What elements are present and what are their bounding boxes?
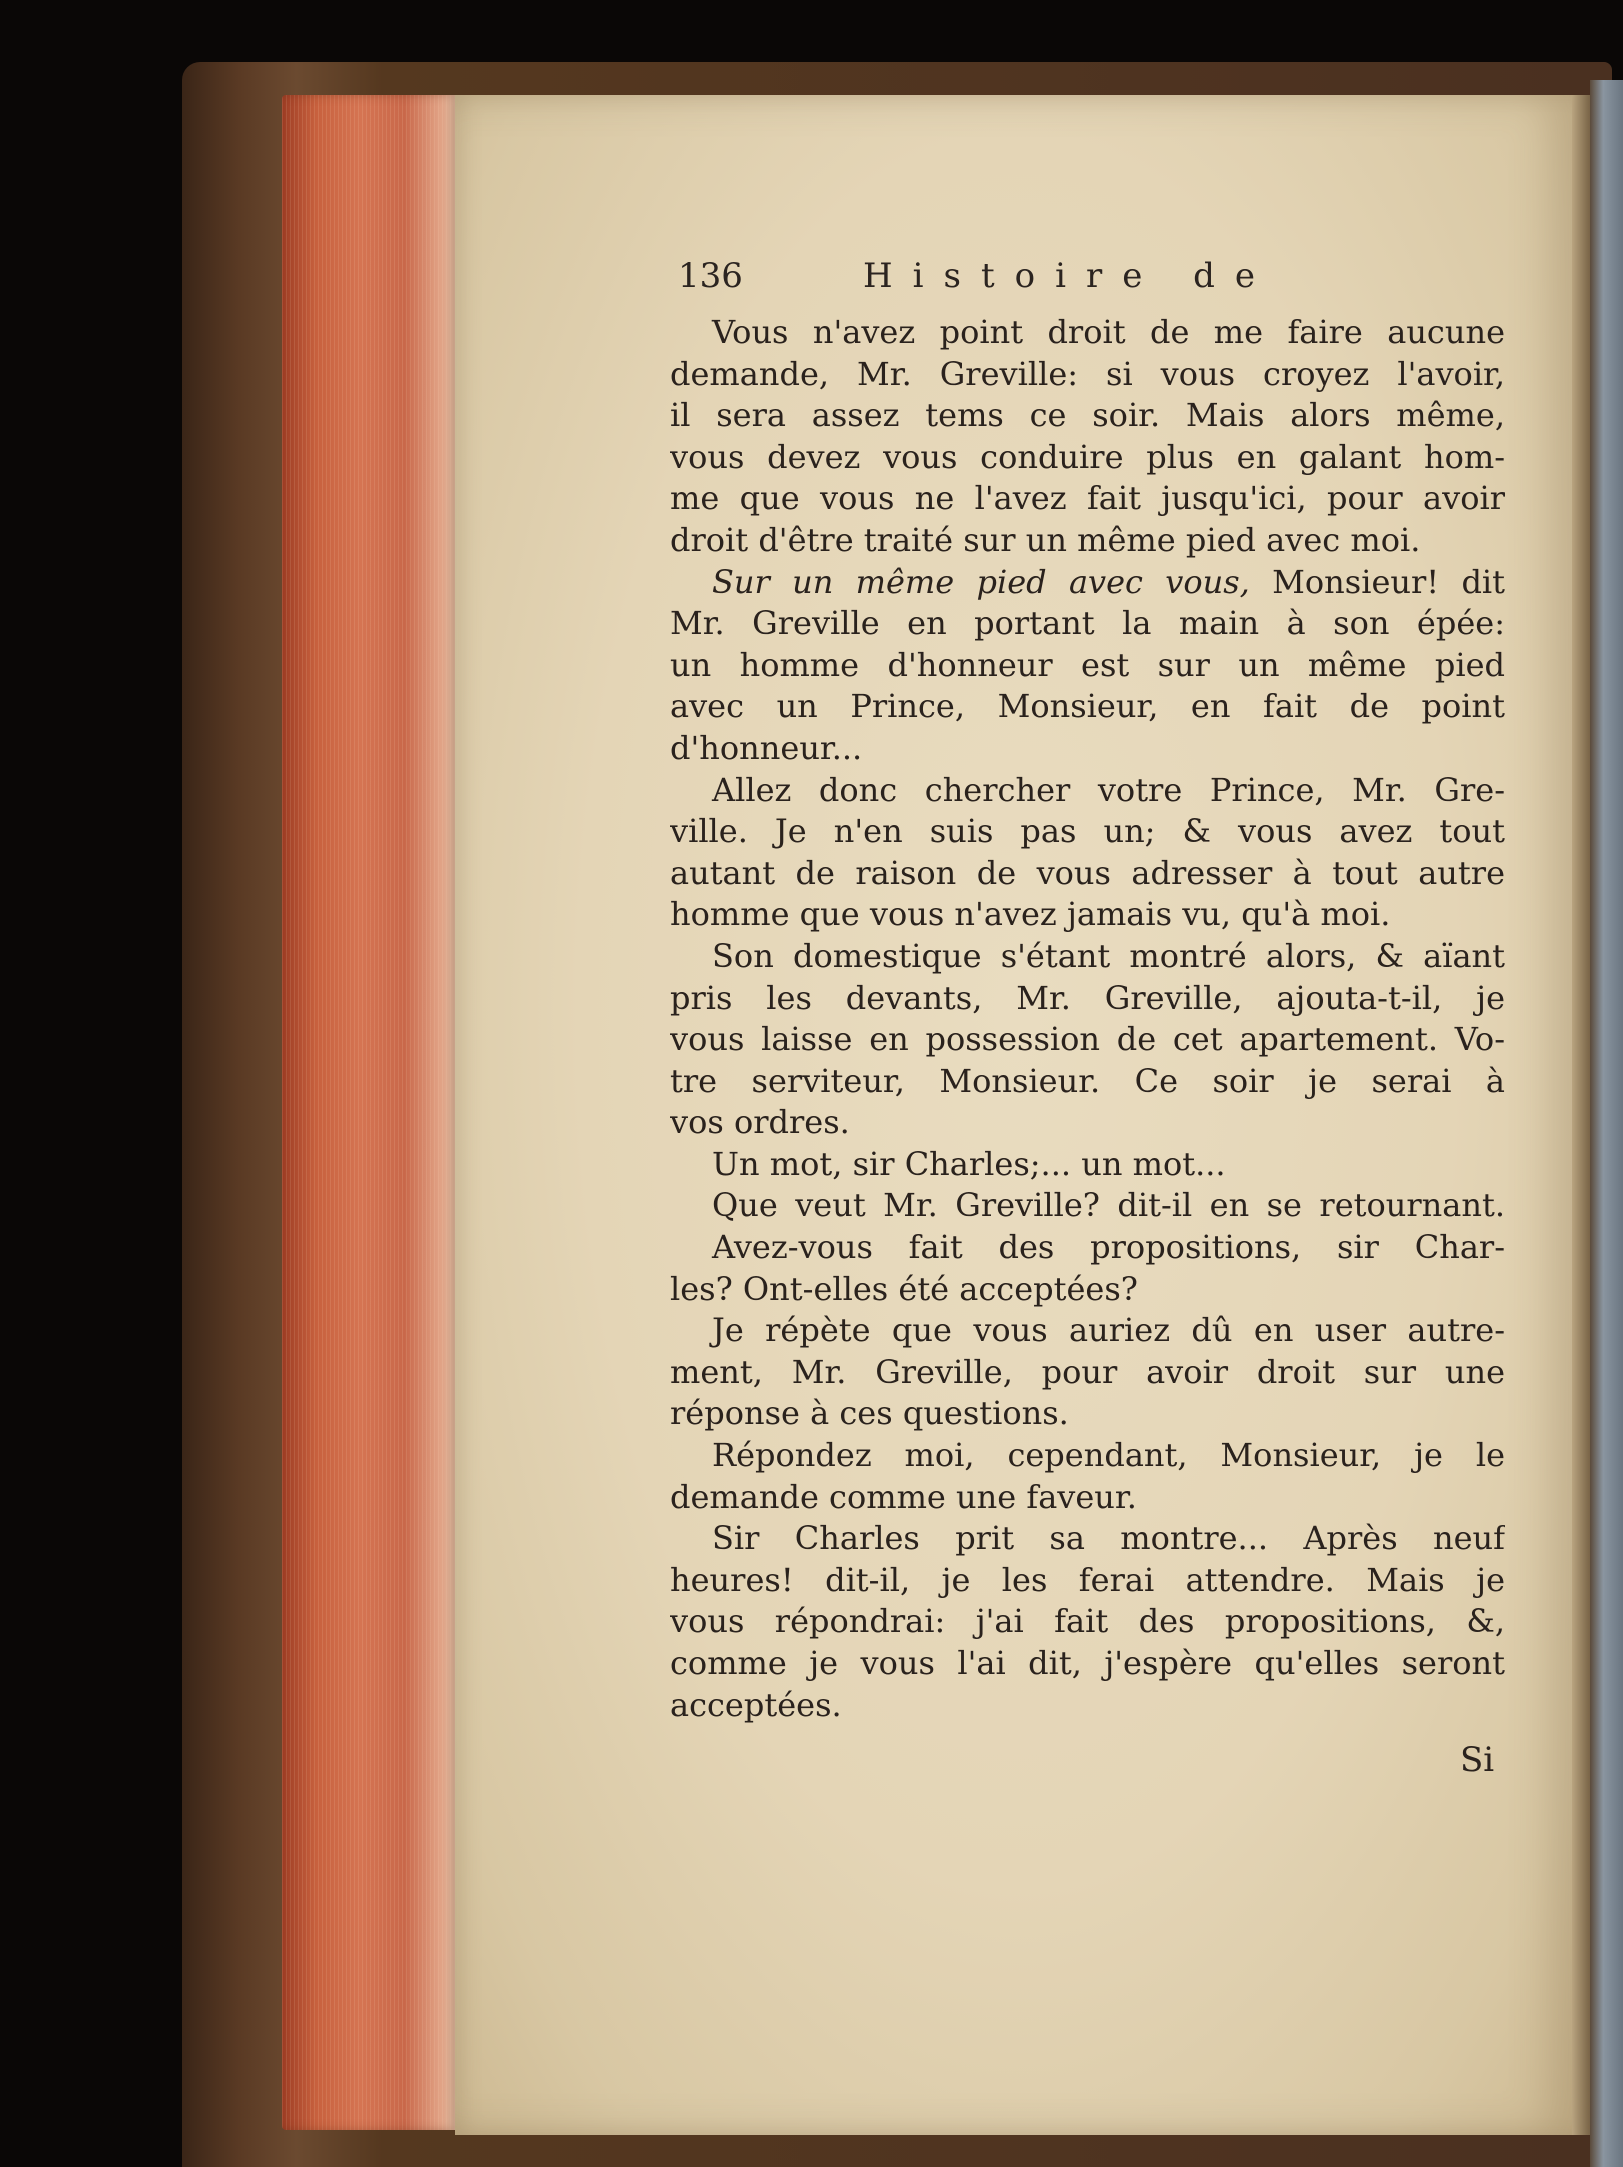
- italic-quote: Sur un même pied avec vous,: [712, 562, 1250, 601]
- text-line: heures! dit-il, je les ferai attendre. Mais je: [670, 1560, 1505, 1599]
- text-line: acceptées.: [670, 1685, 842, 1724]
- text-line: Répondez moi, cependant, Monsieur, je le: [712, 1436, 1505, 1475]
- text-line: vous répondrai: j'ai fait des propositions, &,: [670, 1602, 1505, 1641]
- page-number: 136: [678, 256, 743, 296]
- text-line: me que vous ne l'avez fait jusqu'ici, pour avoir: [670, 479, 1505, 518]
- text-line: Un mot, sir Charles;... un mot...: [712, 1144, 1226, 1183]
- text-line: demande comme une faveur.: [670, 1477, 1137, 1516]
- text-line: tre serviteur, Monsieur. Ce soir je serai à: [670, 1061, 1505, 1100]
- text-line: homme que vous n'avez jamais vu, qu'à moi.: [670, 895, 1391, 934]
- text-line: Sir Charles prit sa montre... Après neuf: [712, 1519, 1505, 1558]
- text-line: Avez-vous fait des propositions, sir Char-: [712, 1228, 1505, 1267]
- facing-page-edge: [1590, 80, 1623, 2167]
- text-line: vos ordres.: [670, 1103, 850, 1142]
- text-line: demande, Mr. Greville: si vous croyez l'avoir,: [670, 354, 1505, 393]
- text-line: les? Ont-elles été acceptées?: [670, 1269, 1138, 1308]
- text-line: pris les devants, Mr. Greville, ajouta-t-il, je: [670, 978, 1505, 1017]
- text-line: droit d'être traité sur un même pied avec moi.: [670, 520, 1421, 559]
- text-line: ment, Mr. Greville, pour avoir droit sur une: [670, 1352, 1505, 1391]
- running-head: Histoire de: [863, 256, 1276, 296]
- text-line: Je répète que vous auriez dû en user autre-: [712, 1311, 1505, 1350]
- text-line: ville. Je n'en suis pas un; & vous avez tout: [670, 812, 1505, 851]
- text-line: vous laisse en possession de cet apartement. Vo-: [670, 1020, 1505, 1059]
- text-line: Son domestique s'étant montré alors, & aïant: [712, 936, 1505, 975]
- text-line: Que veut Mr. Greville? dit-il en se retournant.: [712, 1186, 1505, 1225]
- text-line: avec un Prince, Monsieur, en fait de point: [670, 687, 1505, 726]
- text-line: [670, 562, 1505, 604]
- text-line: d'honneur...: [670, 728, 863, 767]
- text-line: un homme d'honneur est sur un même pied: [670, 645, 1505, 684]
- text-line: autant de raison de vous adresser à tout autre: [670, 853, 1505, 892]
- page-header: [678, 256, 1378, 306]
- red-fore-edge: [282, 95, 457, 2130]
- text-line: Mr. Greville en portant la main à son épée:: [670, 604, 1505, 643]
- text-line: réponse à ces questions.: [670, 1394, 1069, 1433]
- text-line: Allez donc chercher votre Prince, Mr. Gre-: [712, 770, 1505, 809]
- text-line: comme je vous l'ai dit, j'espère qu'elles seront: [670, 1644, 1505, 1682]
- text-line: il sera assez tems ce soir. Mais alors même,: [670, 396, 1505, 435]
- catchword: Si: [1460, 1740, 1495, 1780]
- text-line: vous devez vous conduire plus en galant hom-: [670, 437, 1505, 476]
- text-line: Vous n'avez point droit de me faire aucune: [712, 313, 1505, 351]
- text-line-rest: Monsieur! dit: [1272, 562, 1505, 601]
- body-text: [670, 312, 1505, 1726]
